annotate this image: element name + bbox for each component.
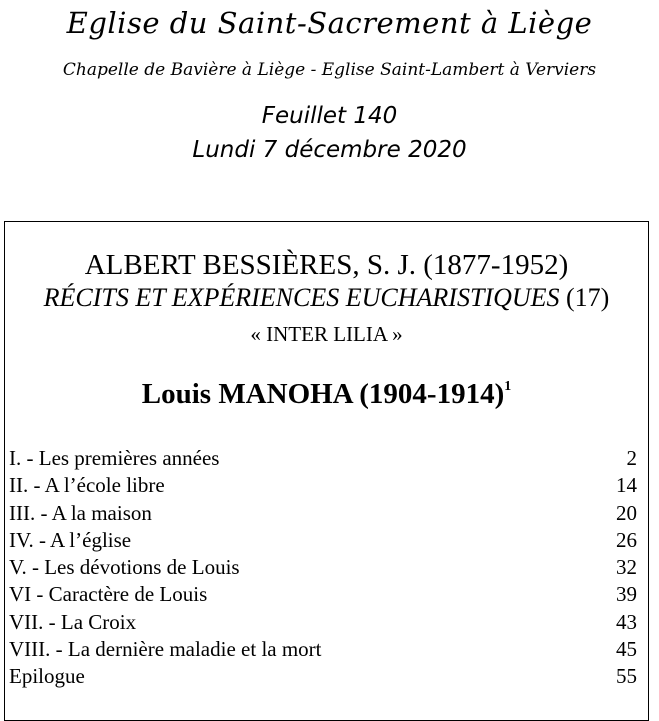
toc-entry-page: 2 [626, 446, 637, 470]
toc-entry-page: 14 [616, 473, 637, 498]
toc-entry-page: 32 [616, 555, 637, 580]
sheet-date: Lundi 7 décembre 2020 [192, 137, 467, 163]
toc-entry-title: VII. - La Croix [9, 609, 137, 634]
toc-entry-title: I. - Les premières années [9, 446, 220, 470]
content-box [4, 221, 649, 721]
toc-row [9, 636, 637, 663]
church-subtitle: Chapelle de Bavière à Liège - Eglise Saint-Lambert à Verviers [62, 60, 597, 80]
section-title: Louis MANOHA (1904-1914) [141, 378, 505, 410]
toc-entry-page: 26 [616, 527, 637, 552]
toc-row [9, 581, 637, 608]
toc-entry-title: IV. - A l’église [9, 527, 132, 552]
toc-entry-title: V. - Les dévotions de Louis [9, 555, 240, 580]
toc-row [9, 609, 637, 636]
toc-entry-page: 43 [616, 609, 637, 634]
toc-row [9, 445, 637, 472]
toc-entry-page: 45 [616, 637, 637, 662]
series-line [5, 282, 648, 314]
toc-entry-title: Epilogue [9, 664, 85, 689]
sheet-number: Feuillet 140 [261, 103, 398, 129]
section-heading [5, 376, 648, 412]
toc-entry-page: 55 [616, 664, 637, 689]
series-title: RÉCITS ET EXPÉRIENCES EUCHARISTIQUES [43, 283, 560, 312]
toc-entry-page: 20 [616, 500, 637, 525]
church-title: Eglise du Saint-Sacrement à Liège [66, 6, 593, 40]
series-part: (17) [566, 283, 610, 312]
toc-row [9, 663, 637, 690]
toc-entry-title: VIII. - La dernière maladie et la mort [9, 637, 322, 662]
footnote-mark: 1 [504, 379, 512, 394]
toc-row [9, 472, 637, 499]
author-line: ALBERT BESSIÈRES, S. J. (1877-1952) [84, 249, 569, 281]
toc-entry-page: 39 [616, 582, 637, 607]
toc-entry-title: III. - A la maison [9, 500, 152, 525]
toc-row [9, 527, 637, 554]
quote-line: « INTER LILIA » [250, 322, 403, 346]
toc-row [9, 554, 637, 581]
table-of-contents [9, 445, 637, 691]
toc-entry-title: VI - Caractère de Louis [9, 582, 208, 607]
toc-entry-title: II. - A l’école libre [9, 473, 165, 498]
toc-row [9, 500, 637, 527]
